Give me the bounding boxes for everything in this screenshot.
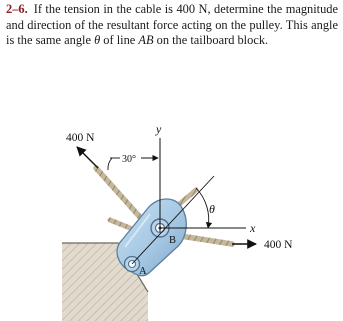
problem-text-part-1: If the tension in the cable is 400 N, determine the magnitude and direction of the resultant force acting on the pulley. This angle is the same angle bbox=[6, 2, 338, 48]
problem-line-ab: AB bbox=[138, 33, 154, 48]
problem-theta-symbol: θ bbox=[94, 33, 101, 48]
label-y-axis: y bbox=[156, 122, 162, 136]
theta-arc bbox=[196, 188, 209, 228]
label-point-a: A bbox=[139, 266, 147, 277]
label-force-right: 400 N bbox=[264, 239, 293, 251]
label-x-axis: x bbox=[250, 221, 256, 235]
problem-text-part-2: of line bbox=[100, 33, 139, 48]
label-theta: θ bbox=[209, 202, 215, 216]
label-point-b: B bbox=[169, 235, 177, 246]
problem-number: 2–6. bbox=[6, 2, 28, 16]
force-arrow-left bbox=[77, 147, 98, 168]
label-angle-30: 30° bbox=[122, 154, 136, 165]
problem-text-part-3: on the tailboard block. bbox=[153, 33, 269, 48]
label-force-left: 400 N bbox=[66, 132, 95, 144]
